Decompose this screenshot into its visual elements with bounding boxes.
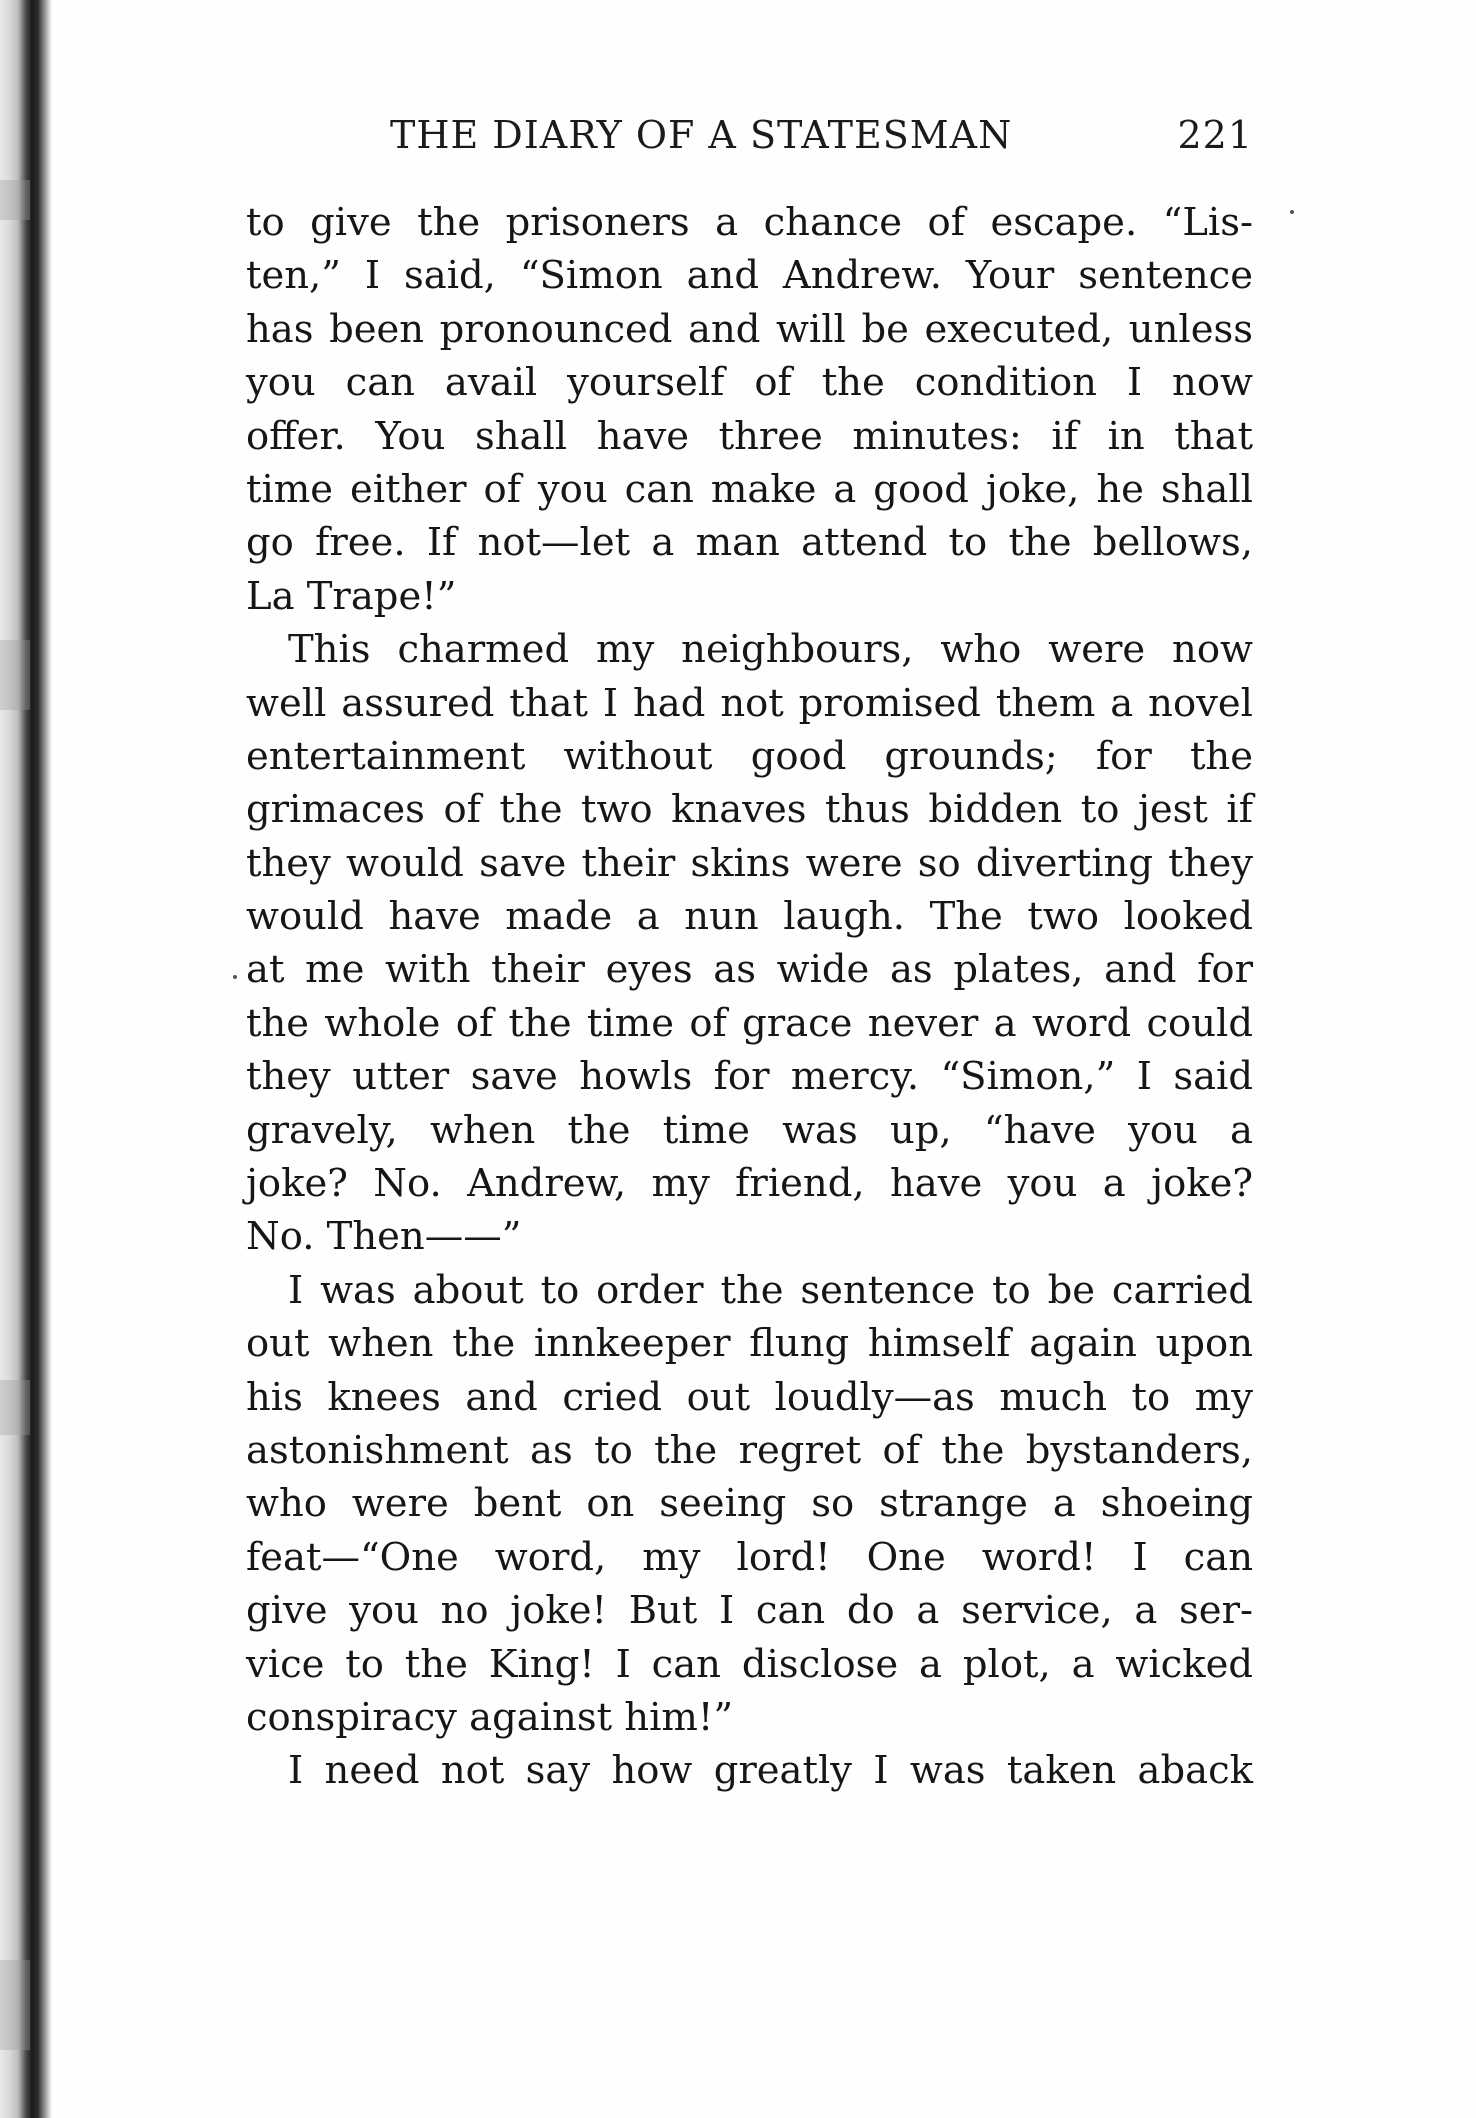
text-line: at me with their eyes as wide as plates, and for: [246, 947, 1253, 993]
text-line: conspiracy against him!”: [246, 1694, 734, 1740]
binding-speck: [0, 1960, 30, 2050]
text-line: offer. You shall have three minutes: if in that: [246, 413, 1253, 459]
stray-ink-dot: [233, 975, 237, 979]
binding-speck: [0, 180, 30, 220]
body-text: [246, 196, 1253, 1798]
text-line: the whole of the time of grace never a word could: [246, 1000, 1253, 1046]
running-title: THE DIARY OF A STATESMAN: [390, 113, 1013, 157]
page-binding-edge: [0, 0, 52, 2118]
binding-speck: [0, 640, 30, 710]
text-line: who were bent on seeing so strange a shoeing: [246, 1481, 1253, 1527]
text-line: time either of you can make a good joke, he shall: [246, 466, 1253, 512]
text-line: they utter save howls for mercy. “Simon,” I said: [246, 1054, 1253, 1100]
binding-speck: [0, 1380, 30, 1435]
text-line: go free. If not—let a man attend to the bellows,: [246, 520, 1253, 566]
text-line: gravely, when the time was up, “have you a: [246, 1107, 1253, 1153]
text-line: you can avail yourself of the condition I now: [246, 360, 1253, 406]
text-line: ten,” I said, “Simon and Andrew. Your sentence: [246, 253, 1253, 299]
text-line: feat—“One word, my lord! One word! I can: [246, 1534, 1253, 1580]
page-number: 221: [1177, 113, 1253, 157]
text-line: his knees and cried out loudly—as much to my: [246, 1374, 1253, 1420]
stray-ink-dot: [1290, 210, 1294, 214]
text-line: vice to the King! I can disclose a plot, a wicked: [246, 1641, 1253, 1687]
text-line: La Trape!”: [246, 573, 457, 619]
text-line: grimaces of the two knaves thus bidden to jest if: [246, 787, 1253, 833]
running-header: [390, 113, 1253, 173]
text-line: entertainment without good grounds; for the: [246, 733, 1253, 779]
paragraph-start-line: I was about to order the sentence to be carried: [288, 1267, 1253, 1313]
text-line: has been pronounced and will be executed, unless: [246, 306, 1253, 352]
text-line: would have made a nun laugh. The two looked: [246, 894, 1253, 940]
text-line: joke? No. Andrew, my friend, have you a joke?: [246, 1161, 1253, 1207]
text-line: they would save their skins were so diverting they: [246, 840, 1253, 886]
text-line: to give the prisoners a chance of escape. “Lis-: [246, 200, 1253, 245]
paragraph-start-line: I need not say how greatly I was taken aback: [288, 1748, 1253, 1794]
paragraph-start-line: This charmed my neighbours, who were now: [288, 627, 1253, 673]
text-line: out when the innkeeper flung himself again upon: [246, 1321, 1253, 1367]
text-line: No. Then——”: [246, 1214, 522, 1260]
text-line: well assured that I had not promised them a novel: [246, 680, 1253, 726]
text-line: give you no joke! But I can do a service, a ser-: [246, 1588, 1253, 1634]
text-line: astonishment as to the regret of the bystanders,: [246, 1427, 1253, 1473]
